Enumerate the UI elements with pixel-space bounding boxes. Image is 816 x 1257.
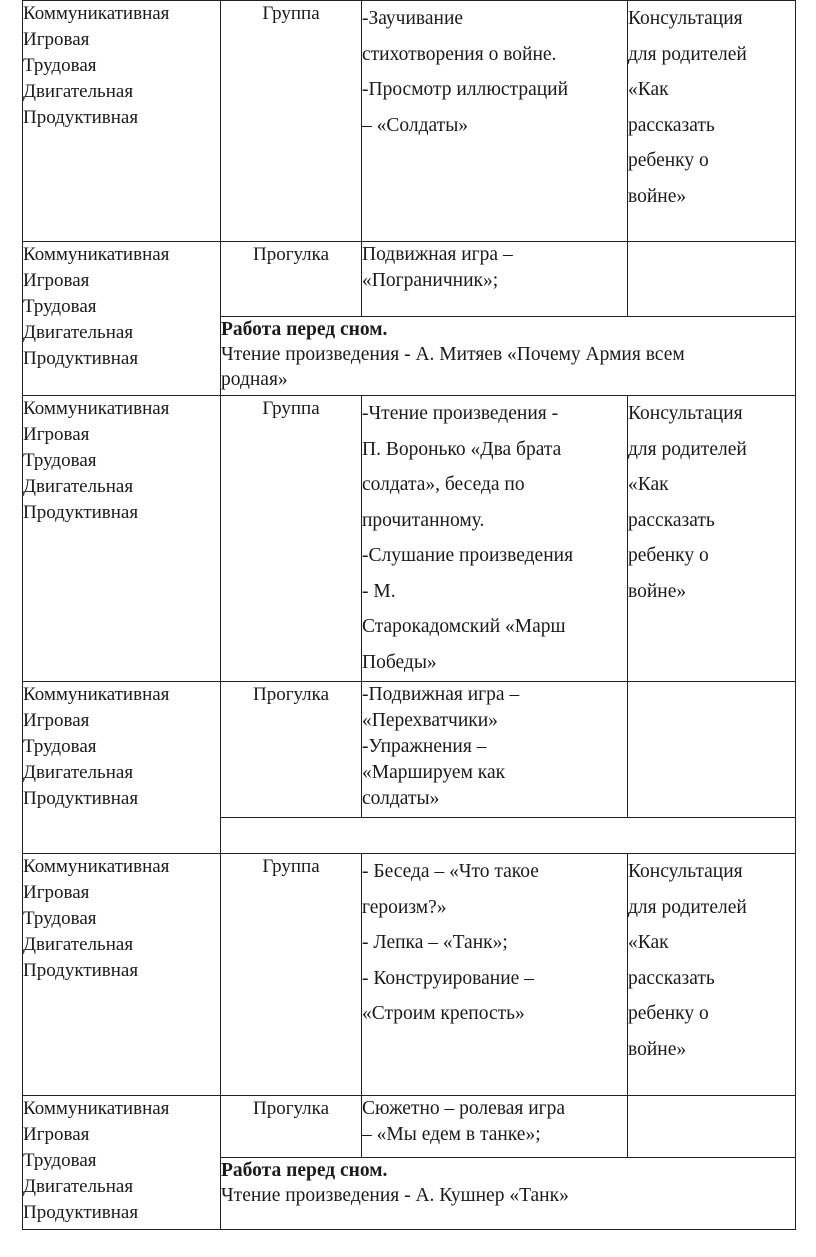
activity: Коммуникативная	[23, 856, 170, 877]
activity: Игровая	[23, 1124, 90, 1145]
sleep-work-title: Работа перед сном.	[221, 1160, 388, 1181]
consult-cell	[628, 1, 796, 242]
sleep-work-line: родная»	[221, 369, 288, 390]
activity: Продуктивная	[23, 960, 139, 981]
consult-cell	[628, 396, 796, 682]
content-line: солдата», беседа по	[362, 474, 525, 495]
consult-line: войне»	[628, 185, 687, 207]
consult-cell-empty	[628, 682, 796, 818]
consult-line: войне»	[628, 1038, 687, 1060]
consult-line: ребенку о	[628, 150, 709, 171]
consult-line: для родителей	[628, 896, 747, 918]
consult-line: рассказать	[628, 967, 715, 989]
activity: Двигательная	[23, 1176, 134, 1197]
table-row	[23, 682, 796, 818]
content-line: -Чтение произведения -	[362, 403, 559, 424]
activity: Игровая	[23, 710, 90, 731]
sleep-work-line: Чтение произведения - А. Митяев «Почему Армия всем	[221, 344, 685, 365]
activity: Трудовая	[23, 55, 97, 76]
content-line: П. Воронько «Два брата	[362, 438, 562, 460]
consult-cell	[628, 854, 796, 1096]
location-cell: Группа	[221, 854, 362, 1096]
sleep-work-cell	[221, 1158, 796, 1230]
content-cell	[362, 1096, 628, 1158]
empty-cell	[221, 818, 796, 854]
consult-line: ребенку о	[628, 545, 709, 566]
activity: Двигательная	[23, 81, 134, 102]
activity: Коммуникативная	[23, 3, 170, 24]
table-row	[23, 1096, 796, 1158]
content-line: солдаты»	[362, 788, 440, 809]
consult-line: «Как	[628, 79, 669, 100]
activity: Продуктивная	[23, 1202, 139, 1223]
activity: Трудовая	[23, 296, 97, 317]
content-cell	[362, 682, 628, 818]
content-line: – «Солдаты»	[362, 114, 469, 136]
activity: Игровая	[23, 29, 90, 50]
activity: Трудовая	[23, 450, 97, 471]
location-cell: Группа	[221, 396, 362, 682]
consult-line: для родителей	[628, 438, 747, 460]
consult-line: «Как	[628, 932, 669, 953]
content-cell	[362, 242, 628, 317]
activity: Продуктивная	[23, 107, 139, 128]
activity: Коммуникативная	[23, 244, 170, 265]
activity: Трудовая	[23, 736, 97, 757]
content-line: «Маршируем как	[362, 762, 506, 783]
content-line: прочитанному.	[362, 509, 485, 531]
content-line: -Слушание произведения	[362, 545, 574, 566]
content-line: -Просмотр иллюстраций	[362, 79, 569, 100]
location-cell: Прогулка	[221, 242, 362, 317]
consult-line: Консультация	[628, 403, 743, 424]
consult-line: Консультация	[628, 8, 743, 29]
content-line: Подвижная игра –	[362, 244, 513, 265]
content-line: героизм?»	[362, 896, 447, 918]
content-line: -Подвижная игра –	[362, 684, 520, 705]
activity: Продуктивная	[23, 788, 139, 809]
activities-cell	[23, 1096, 221, 1230]
content-line: -Упражнения –	[362, 736, 487, 757]
content-line: - Беседа – «Что такое	[362, 861, 539, 882]
activity: Двигательная	[23, 762, 134, 783]
location-cell: Прогулка	[221, 1096, 362, 1158]
content-line: стихотворения о войне.	[362, 43, 557, 65]
content-line: - М.	[362, 580, 396, 602]
content-line: «Пограничник»;	[362, 270, 499, 291]
content-line: Победы»	[362, 651, 437, 673]
consult-line: рассказать	[628, 509, 715, 531]
table-row	[23, 854, 796, 1096]
table-row	[23, 396, 796, 682]
sleep-work-cell	[221, 317, 796, 396]
content-cell	[362, 854, 628, 1096]
activity: Двигательная	[23, 934, 134, 955]
activity: Трудовая	[23, 1150, 97, 1171]
activity: Игровая	[23, 270, 90, 291]
activities-cell	[23, 1, 221, 242]
activity: Игровая	[23, 424, 90, 445]
consult-cell-empty	[628, 242, 796, 317]
location-cell: Группа	[221, 1, 362, 242]
consult-line: рассказать	[628, 114, 715, 136]
sleep-work-line: Чтение произведения - А. Кушнер «Танк»	[221, 1185, 569, 1206]
activity: Коммуникативная	[23, 1098, 170, 1119]
activity: Коммуникативная	[23, 398, 170, 419]
activities-cell	[23, 854, 221, 1096]
content-line: – «Мы едем в танке»;	[362, 1124, 541, 1145]
consult-line: для родителей	[628, 43, 747, 65]
table-row	[23, 242, 796, 317]
activities-cell	[23, 396, 221, 682]
activity: Трудовая	[23, 908, 97, 929]
content-line: «Строим крепость»	[362, 1003, 525, 1024]
activity: Двигательная	[23, 322, 134, 343]
activity: Коммуникативная	[23, 684, 170, 705]
consult-line: Консультация	[628, 861, 743, 882]
activity: Продуктивная	[23, 348, 139, 369]
consult-line: ребенку о	[628, 1003, 709, 1024]
content-line: - Конструирование –	[362, 967, 534, 989]
content-line: «Перехватчики»	[362, 710, 498, 731]
table-row	[23, 1, 796, 242]
consult-line: «Как	[628, 474, 669, 495]
content-line: - Лепка – «Танк»;	[362, 932, 508, 953]
location-cell: Прогулка	[221, 682, 362, 818]
activity: Игровая	[23, 882, 90, 903]
activity: Двигательная	[23, 476, 134, 497]
content-cell	[362, 1, 628, 242]
consult-line: войне»	[628, 580, 687, 602]
activity: Продуктивная	[23, 502, 139, 523]
content-cell	[362, 396, 628, 682]
content-line: -Заучивание	[362, 8, 464, 29]
sleep-work-title: Работа перед сном.	[221, 319, 388, 340]
activities-cell	[23, 682, 221, 854]
content-line: Сюжетно – ролевая игра	[362, 1098, 566, 1119]
plan-table	[22, 0, 796, 1230]
content-line: Старокадомский «Марш	[362, 616, 566, 637]
activities-cell	[23, 242, 221, 396]
consult-cell-empty	[628, 1096, 796, 1158]
